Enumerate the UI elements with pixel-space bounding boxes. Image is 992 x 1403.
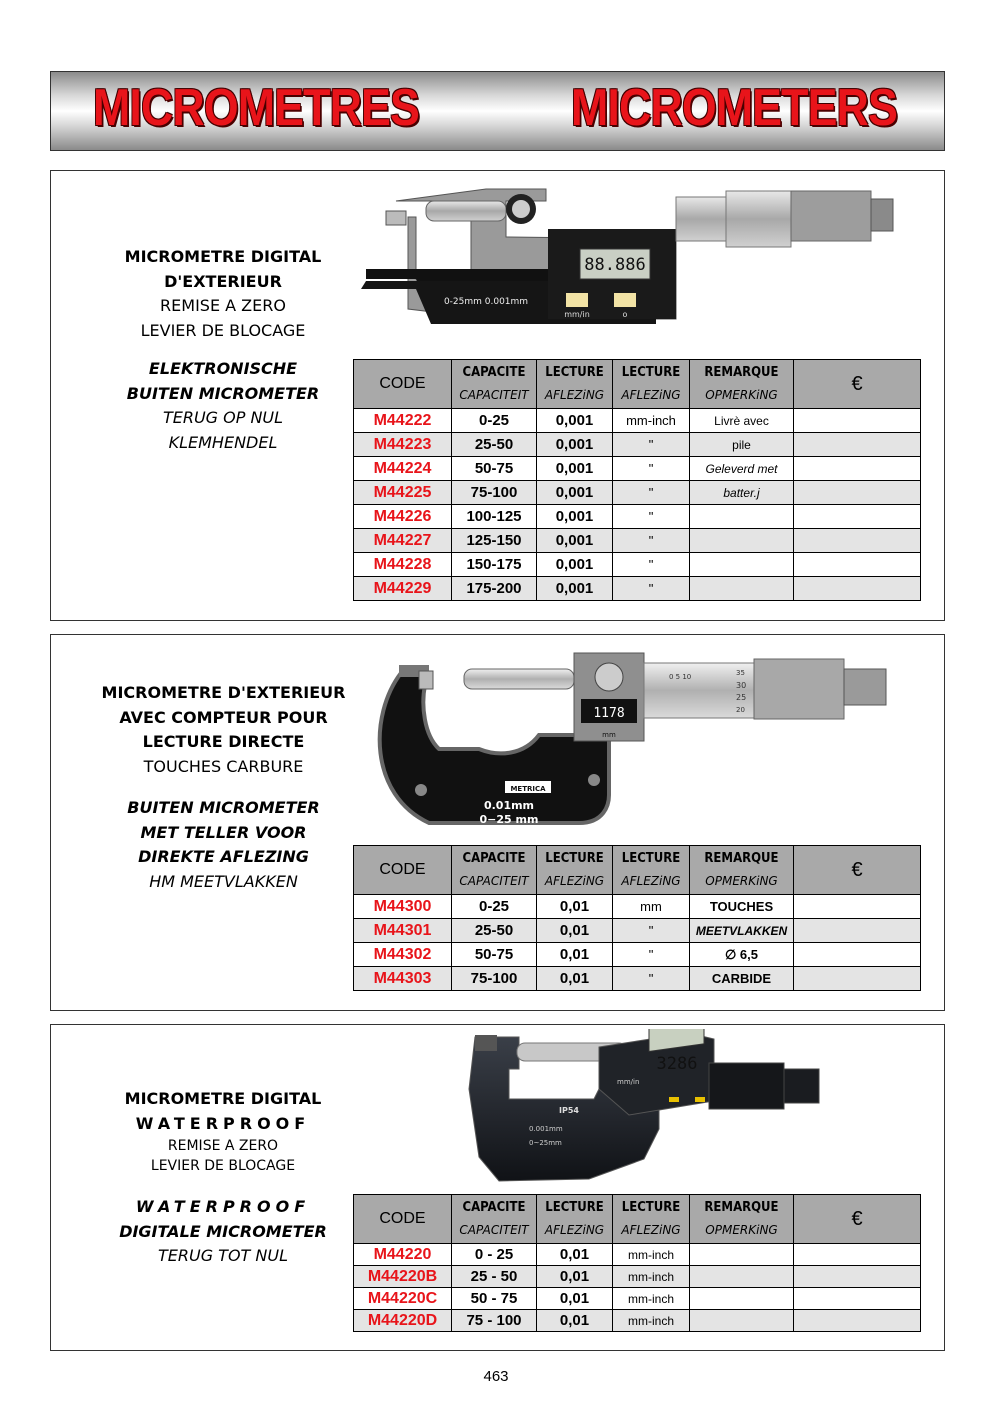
spec-table <box>353 845 921 991</box>
table-header-row <box>354 846 921 895</box>
svg-text:IP54: IP54 <box>559 1106 579 1115</box>
desc-line: TOUCHES CARBURE <box>143 756 304 776</box>
table-row: M44302 50-75 0,01 " ∅ 6,5 <box>354 943 921 967</box>
price-cell <box>794 967 921 991</box>
table-row: M44227 125-150 0,001 " <box>354 529 921 553</box>
screw-icon <box>588 774 600 786</box>
desc-line: REMISE A ZERO <box>167 1138 279 1154</box>
price-cell <box>794 1266 921 1288</box>
desc-line: LECTURE DIRECTE <box>142 732 305 751</box>
table-row: M44229 175-200 0,001 " <box>354 577 921 601</box>
desc-line: LEVIER DE BLOCAGE <box>150 1158 296 1174</box>
ratchet-icon <box>784 1069 819 1103</box>
col-capacite: CAPACITE CAPACITEIT <box>452 846 537 895</box>
svg-text:mm: mm <box>602 731 616 739</box>
thimble-icon <box>754 659 844 719</box>
col-lecture: LECTURE AFLEZiNG <box>537 360 613 409</box>
ratchet-icon <box>871 199 893 231</box>
price-cell <box>794 943 921 967</box>
page-number: 463 <box>483 1368 509 1385</box>
button-icon <box>669 1097 679 1102</box>
desc-line: BUITEN MICROMETER <box>126 383 320 403</box>
thimble-icon <box>709 1063 784 1109</box>
waterproof-micrometer-image <box>439 1029 839 1189</box>
product-description-fr <box>73 245 373 343</box>
price-cell <box>794 553 921 577</box>
svg-text:o: o <box>622 310 628 319</box>
banner-title-fr: MICROMETRES <box>93 79 419 137</box>
lcd-digits: 88.886 <box>584 255 646 275</box>
table-row: M44228 150-175 0,001 " <box>354 553 921 577</box>
section-counter-micrometer <box>50 634 945 1011</box>
svg-text:35: 35 <box>736 669 745 677</box>
desc-line: TERUG OP NUL <box>162 408 284 427</box>
table-row: M44225 75-100 0,001 " batter.j <box>354 481 921 505</box>
table-row: M44220D 75 - 100 0,01 mm-inch <box>354 1310 921 1332</box>
svg-text:0 5 10: 0 5 10 <box>669 673 692 681</box>
table-row: M44223 25-50 0,001 " pile <box>354 433 921 457</box>
col-lecture-unit: LECTURE AFLEZiNG <box>613 1195 690 1244</box>
svg-text:mm/in: mm/in <box>564 310 590 319</box>
barrel-icon <box>676 197 726 241</box>
table-row: M44224 50-75 0,001 " Geleverd met <box>354 457 921 481</box>
table-row: M44220B 25 - 50 0,01 mm-inch <box>354 1266 921 1288</box>
product-description-fr <box>73 1087 373 1176</box>
thimble-icon <box>726 191 791 247</box>
product-description-nl <box>73 357 373 455</box>
price-cell <box>794 1310 921 1332</box>
ratchet-icon <box>844 669 886 705</box>
col-capacite: CAPACITE CAPACITEIT <box>452 360 537 409</box>
price-cell <box>794 409 921 433</box>
svg-text:0−25 mm: 0−25 mm <box>479 813 539 826</box>
col-remarque: REMARQUE OPMERKiNG <box>690 1195 794 1244</box>
table-row: M44301 25-50 0,01 " MEETVLAKKEN <box>354 919 921 943</box>
svg-text:0~25mm: 0~25mm <box>529 1139 562 1147</box>
desc-line: DIGITALE MICROMETER <box>119 1221 327 1241</box>
svg-text:0.01mm: 0.01mm <box>483 799 535 812</box>
table-row: M44226 100-125 0,001 " <box>354 505 921 529</box>
desc-line: WATERPROOF <box>135 1197 311 1216</box>
product-description-fr <box>51 681 396 779</box>
price-cell <box>794 1288 921 1310</box>
col-capacite: CAPACITE CAPACITEIT <box>452 1195 537 1244</box>
svg-text:METRICA: METRICA <box>510 785 546 793</box>
svg-text:30: 30 <box>736 681 747 690</box>
col-price: € <box>794 360 921 409</box>
price-cell <box>794 457 921 481</box>
title-banner <box>50 71 945 151</box>
product-description-nl <box>73 1195 373 1269</box>
table-header-row <box>354 1195 921 1244</box>
svg-text:20: 20 <box>736 706 745 714</box>
desc-line: WATERPROOF <box>135 1113 311 1133</box>
col-price: € <box>794 846 921 895</box>
desc-line: HM MEETVLAKKEN <box>149 871 298 891</box>
price-cell <box>794 481 921 505</box>
banner-title-nl: MICROMETERS <box>571 79 897 137</box>
anvil-icon <box>419 671 433 689</box>
col-remarque: REMARQUE OPMERKiNG <box>690 360 794 409</box>
zero-button-icon <box>614 293 636 307</box>
svg-text:0.001mm: 0.001mm <box>529 1125 563 1133</box>
svg-text:mm/in: mm/in <box>617 1078 640 1086</box>
col-price: € <box>794 1195 921 1244</box>
col-lecture-unit: LECTURE AFLEZiNG <box>613 846 690 895</box>
desc-line: MICROMETRE DIGITAL <box>124 247 322 266</box>
price-cell <box>794 433 921 457</box>
counter-digits: 1178 <box>593 706 625 721</box>
button-icon <box>695 1097 705 1102</box>
desc-line: MICROMETRE DIGITAL <box>124 1089 322 1108</box>
lcd-digits: 3286 <box>656 1054 698 1074</box>
table-row: M44220C 50 - 75 0,01 mm-inch <box>354 1288 921 1310</box>
price-cell <box>794 529 921 553</box>
desc-line: AVEC COMPTEUR POUR <box>119 707 328 727</box>
table-row: M44303 75-100 0,01 " CARBIDE <box>354 967 921 991</box>
digital-micrometer-image <box>356 179 896 339</box>
table-row: M44300 0-25 0,01 mm TOUCHES <box>354 895 921 919</box>
desc-line: LEVIER DE BLOCAGE <box>140 320 306 340</box>
table-header-row <box>354 360 921 409</box>
range-caption: 0-25mm 0.001mm <box>443 297 529 307</box>
spec-table <box>353 1194 921 1332</box>
desc-line: ELEKTRONISCHE <box>148 359 298 378</box>
price-cell <box>794 919 921 943</box>
col-code: CODE <box>354 846 452 895</box>
col-code: CODE <box>354 360 452 409</box>
spindle-icon <box>426 201 506 221</box>
counter-micrometer-image <box>369 645 899 840</box>
svg-text:25: 25 <box>736 693 747 702</box>
price-cell <box>794 1244 921 1266</box>
desc-line: KLEMHENDEL <box>168 432 278 452</box>
desc-line: MICROMETRE D'EXTERIEUR <box>101 683 346 702</box>
col-lecture-unit: LECTURE AFLEZiNG <box>613 360 690 409</box>
desc-line: TERUG TOT NUL <box>157 1246 288 1265</box>
spec-table <box>353 359 921 601</box>
screw-icon <box>415 784 427 796</box>
product-description-nl <box>51 796 396 894</box>
price-cell <box>794 895 921 919</box>
desc-line: DIREKTE AFLEZING <box>138 847 309 866</box>
price-cell <box>794 577 921 601</box>
table-row: M44220 0 - 25 0,01 mm-inch <box>354 1244 921 1266</box>
col-remarque: REMARQUE OPMERKiNG <box>690 846 794 895</box>
desc-line: BUITEN MICROMETER <box>127 798 320 817</box>
col-lecture: LECTURE AFLEZiNG <box>537 846 613 895</box>
spindle-icon <box>464 669 574 689</box>
desc-line: D'EXTERIEUR <box>164 271 282 291</box>
price-cell <box>794 505 921 529</box>
mm-inch-button-icon <box>566 293 588 307</box>
anvil-icon <box>386 211 406 225</box>
desc-line: MET TELLER VOOR <box>140 822 307 842</box>
table-row: M44222 0-25 0,001 mm-inch Livrè avec <box>354 409 921 433</box>
section-waterproof-micrometer <box>50 1024 945 1351</box>
anvil-icon <box>475 1035 497 1051</box>
desc-line: REMISE A ZERO <box>160 296 286 315</box>
section-digital-micrometer <box>50 170 945 621</box>
col-lecture: LECTURE AFLEZiNG <box>537 1195 613 1244</box>
col-code: CODE <box>354 1195 452 1244</box>
